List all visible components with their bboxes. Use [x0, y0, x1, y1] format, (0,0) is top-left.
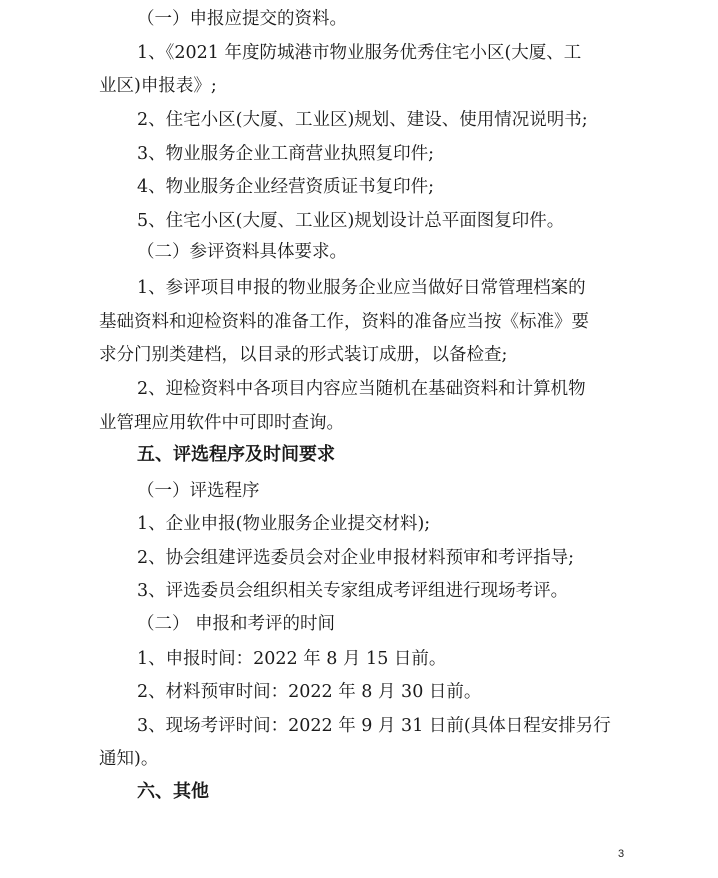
- paragraph-item-4: 4、物业服务企业经营资质证书复印件;: [137, 177, 435, 197]
- procedure-step-3: 3、评选委员会组织相关专家组成考评组进行现场考评。: [137, 581, 569, 601]
- paragraph-item-2: 2、住宅小区(大厦、工业区)规划、建设、使用情况说明书;: [137, 110, 588, 130]
- timeline-item-3-line-2: 通知)。: [99, 749, 159, 769]
- timeline-item-1: 1、申报时间：2022 年 8 月 15 日前。: [137, 649, 447, 669]
- paragraph-requirement-1-line-2: 基础资料和迎检资料的准备工作，资料的准备应当按《标准》要: [99, 312, 589, 332]
- paragraph-item-3: 3、物业服务企业工商营业执照复印件;: [137, 144, 435, 164]
- paragraph-requirement-1-line-3: 求分门别类建档，以目录的形式装订成册，以备检查;: [99, 345, 508, 365]
- paragraph-requirement-2-line-2: 业管理应用软件中可即时查询。: [99, 413, 344, 433]
- subsection-heading-material-requirements: （二）参评资料具体要求。: [137, 242, 347, 262]
- timeline-item-3-line-1: 3、现场考评时间：2022 年 9 月 31 日前(具体日程安排另行: [137, 716, 611, 736]
- procedure-step-2: 2、协会组建评选委员会对企业申报材料预审和考评指导;: [137, 548, 575, 568]
- paragraph-item-1-line-2: 业区)申报表》;: [99, 76, 217, 96]
- page-number: 3: [618, 848, 625, 860]
- subsection-heading-selection-procedure: （一）评选程序: [137, 481, 260, 501]
- section-heading-six: 六、其他: [137, 781, 209, 802]
- paragraph-item-5: 5、住宅小区(大厦、工业区)规划设计总平面图复印件。: [137, 211, 565, 231]
- subsection-heading-timeline: （二） 申报和考评的时间: [137, 614, 336, 634]
- section-heading-five: 五、评选程序及时间要求: [137, 444, 335, 465]
- timeline-item-2: 2、材料预审时间：2022 年 8 月 30 日前。: [137, 682, 482, 702]
- paragraph-requirement-1-line-1: 1、参评项目申报的物业服务企业应当做好日常管理档案的: [137, 278, 586, 298]
- subsection-heading-submission-materials: （一）申报应提交的资料。: [137, 9, 347, 29]
- procedure-step-1: 1、企业申报(物业服务企业提交材料);: [137, 514, 431, 534]
- paragraph-item-1-line-1: 1、《2021 年度防城港市物业服务优秀住宅小区(大厦、工: [137, 43, 582, 63]
- paragraph-requirement-2-line-1: 2、迎检资料中各项目内容应当随机在基础资料和计算机物: [137, 379, 586, 399]
